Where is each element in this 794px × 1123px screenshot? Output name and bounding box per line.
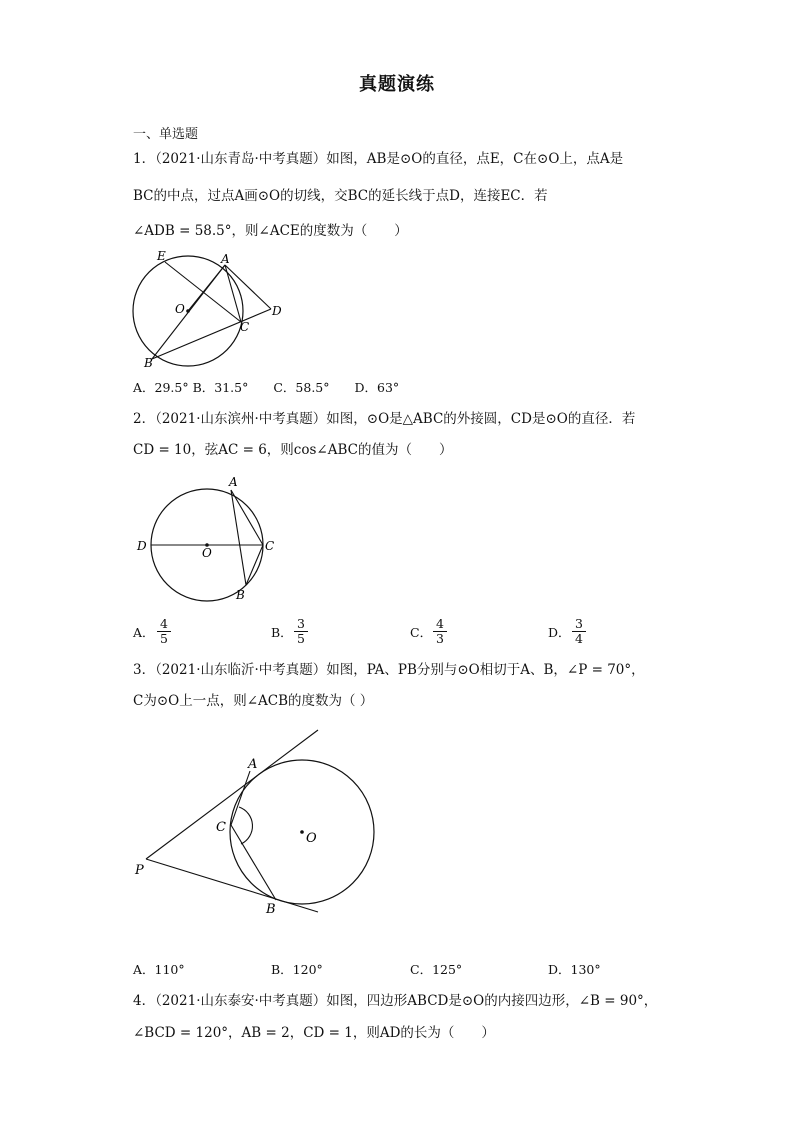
q2-choice-a-fraction: [157, 617, 171, 646]
q1-label-C: C: [240, 320, 250, 334]
q2-choice-b-den: 5: [297, 631, 305, 646]
q3-choice-c: C．125°: [410, 962, 463, 977]
q2-choice-a-den: 5: [160, 631, 168, 646]
q3-center-dot: [300, 830, 304, 834]
q2-label-B: B: [236, 588, 245, 602]
q3-segment-CB: [231, 825, 276, 900]
q3-label-O: O: [306, 831, 317, 846]
q1-label-E: E: [157, 249, 166, 263]
q1-figure: [125, 245, 295, 375]
q3-angle-arc: [239, 807, 252, 844]
q2-figure: [130, 470, 280, 605]
q2-label-C: C: [265, 539, 275, 553]
q2-line-2: CD = 10，弦AC = 6，则cos∠ABC的值为（ ）: [133, 442, 453, 458]
q3-segment-AC: [231, 771, 250, 825]
q4-line-2: ∠BCD = 120°，AB = 2，CD = 1，则AD的长为（ ）: [133, 1025, 495, 1041]
q3-label-C: C: [216, 820, 226, 835]
q2-line-1: 2．（2021·山东滨州·中考真题）如图，⊙O是△ABC的外接圆，CD是⊙O的直径．若: [133, 411, 636, 427]
q3-label-A: A: [248, 757, 258, 772]
q2-choice-d-letter: D．: [548, 625, 571, 640]
q3-choice-b: B．120°: [271, 962, 323, 977]
q3-figure: [130, 720, 390, 920]
q2-choice-d-fraction: [572, 617, 586, 646]
q1-segment-BD: [152, 309, 271, 359]
q1-line-2: BC的中点，过点A画⊙O的切线，交BC的延长线于点D，连接EC．若: [133, 188, 548, 204]
q2-choice-b-fraction: [294, 617, 308, 646]
q2-choice-c-den: 3: [436, 631, 444, 646]
q2-label-A: A: [229, 475, 238, 489]
q3-choice-a: A．110°: [133, 962, 185, 977]
q2-choice-d-den: 4: [575, 631, 583, 646]
q3-line-2: C为⊙O上一点，则∠ACB的度数为（ ）: [133, 693, 374, 709]
q3-choice-d: D．130°: [548, 962, 601, 977]
q2-choice-c-num: 4: [433, 617, 447, 632]
q2-choice-b-num: 3: [294, 617, 308, 632]
q3-line-1: 3．（2021·山东临沂·中考真题）如图，PA、PB分别与⊙O相切于A、B，∠P = 70°，: [133, 662, 645, 678]
q3-label-B: B: [266, 902, 276, 917]
q1-label-A: A: [221, 252, 230, 266]
q1-line-3: ∠ADB = 58.5°，则∠ACE的度数为（ ）: [133, 223, 408, 239]
q1-segment-OA: [188, 265, 225, 311]
q2-segment-BC: [246, 545, 263, 585]
q1-choices: A．29.5° B．31.5° C．58.5° D．63°: [133, 380, 400, 395]
q2-segment-AB: [231, 490, 246, 585]
q1-label-B: B: [144, 356, 153, 370]
q1-label-D: D: [272, 304, 282, 318]
q3-tangent-PB: [146, 859, 318, 912]
q2-choice-a-num: 4: [157, 617, 171, 632]
q1-label-O: O: [175, 302, 185, 316]
q2-choice-c-fraction: [433, 617, 447, 646]
q1-center-dot: [186, 309, 190, 313]
q1-segment-AC: [225, 265, 241, 322]
q3-tangent-PA: [146, 730, 318, 859]
section-heading: 一、单选题: [133, 127, 199, 142]
q3-label-P: P: [135, 863, 144, 878]
q2-label-D: D: [137, 539, 147, 553]
q2-choice-a-letter: A．: [133, 625, 155, 640]
q2-choice-c-letter: C．: [410, 625, 433, 640]
q2-label-O: O: [202, 546, 212, 560]
q2-choice-d-num: 3: [572, 617, 586, 632]
q2-choice-b-letter: B．: [271, 625, 293, 640]
q1-line-1: 1．（2021·山东青岛·中考真题）如图，AB是⊙O的直径，点E，C在⊙O上，点A是: [133, 151, 624, 167]
q1-segment-AD: [225, 265, 271, 309]
page-title: 真题演练: [359, 74, 435, 95]
q4-line-1: 4．（2021·山东泰安·中考真题）如图，四边形ABCD是⊙O的内接四边形，∠B = 90°，: [133, 993, 658, 1009]
